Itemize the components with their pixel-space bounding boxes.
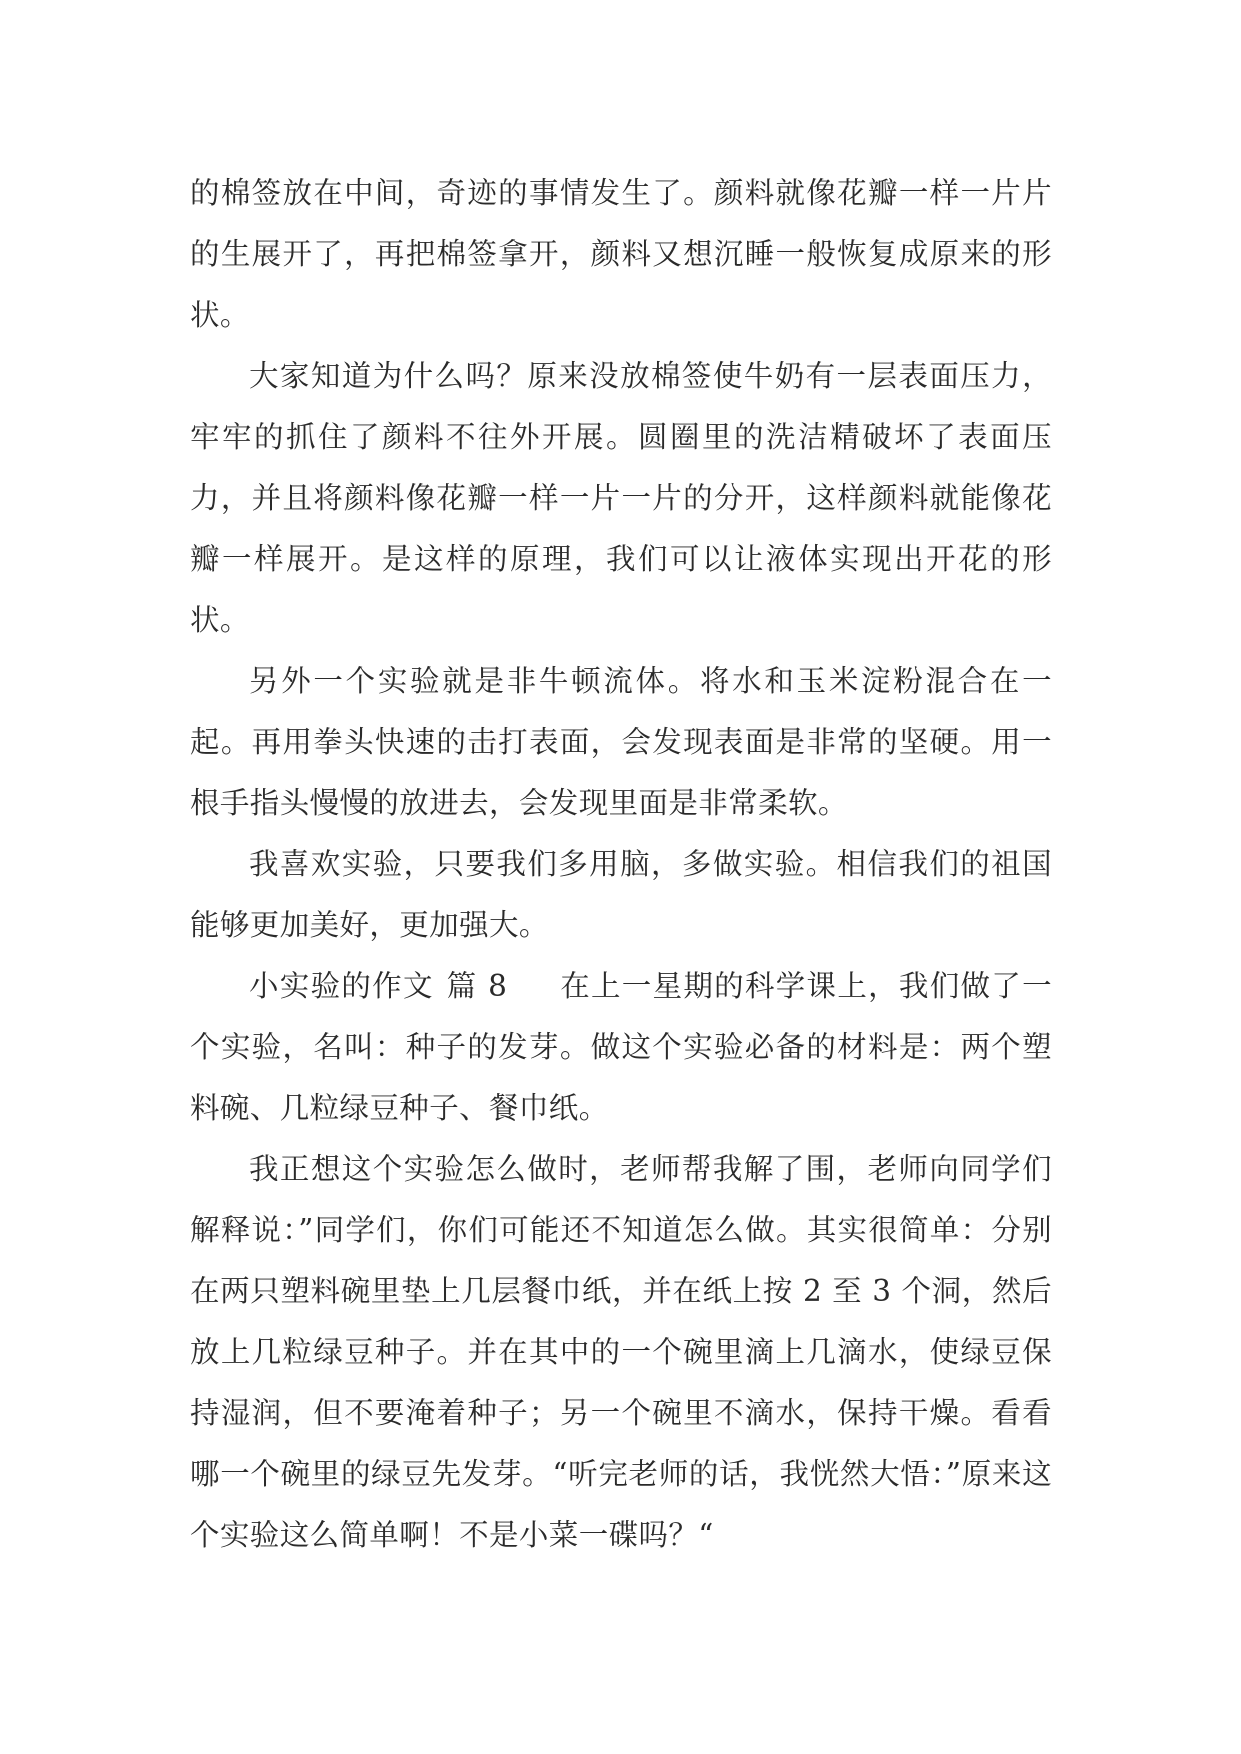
paragraph-teacher-explanation: 我正想这个实验怎么做时，老师帮我解了围，老师向同学们解释说：”同学们，你们可能还不知道怎么做。其实很简单：分别在两只塑料碗里垫上几层餐巾纸，并在纸上按 2 至 3 个洞，然后放上几粒绿豆种子。并在其中的一个碗里滴上几滴水，使绿豆保持湿润，但不要淹着种子；另一个碗里不滴水，保持干燥。看看哪一个碗里的绿豆先发芽。“听完老师的话，我恍然大悟：”原来这个实验这么简单啊！不是小菜一碟吗？“ [190, 1152, 1052, 1552]
paragraph-conclusion: 我喜欢实验，只要我们多用脑，多做实验。相信我们的祖国能够更加美好，更加强大。 [190, 847, 1052, 942]
article-body [190, 163, 1052, 1566]
paragraph-non-newtonian: 另外一个实验就是非牛顿流体。将水和玉米淀粉混合在一起。再用拳头快速的击打表面，会发现表面是非常的坚硬。用一根手指头慢慢的放进去，会发现里面是非常柔软。 [190, 664, 1052, 820]
paragraph-explanation: 大家知道为什么吗？原来没放棉签使牛奶有一层表面压力，牢牢的抓住了颜料不往外开展。圆圈里的洗洁精破坏了表面压力，并且将颜料像花瓣一样一片一片的分开，这样颜料就能像花瓣一样展开。是这样的原理，我们可以让液体实现出开花的形状。 [190, 359, 1052, 637]
paragraph-continuation: 的棉签放在中间，奇迹的事情发生了。颜料就像花瓣一样一片片的生展开了，再把棉签拿开，颜料又想沉睡一般恢复成原来的形状。 [190, 176, 1052, 332]
essay-number: 篇 8 [445, 969, 508, 1003]
essay-intro-paragraph [190, 956, 1052, 1139]
essay-intro: 在上一星期的科学课上，我们做了一个实验，名叫：种子的发芽。做这个实验必备的材料是：两个塑料碗、几粒绿豆种子、餐巾纸。 [190, 969, 1052, 1125]
essay-title: 小实验的作文 [249, 969, 434, 1003]
